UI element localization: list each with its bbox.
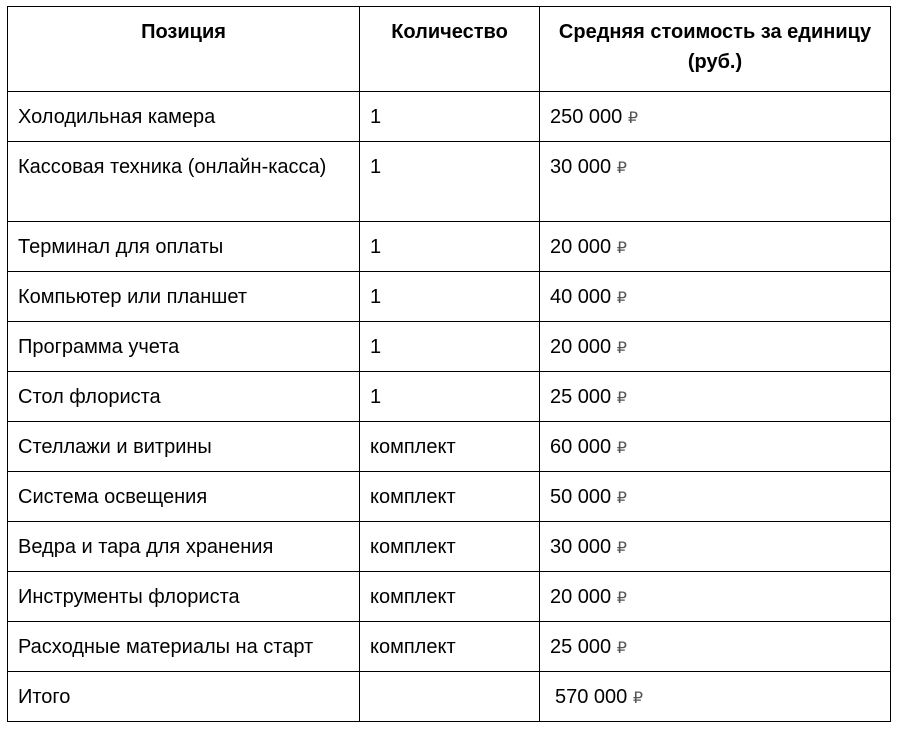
ruble-sign: ₽ [616, 238, 627, 257]
item-name: Компьютер или планшет [8, 272, 360, 322]
equipment-cost-table [7, 6, 891, 722]
item-price: 30 000 ₽ [540, 522, 891, 572]
item-quantity: 1 [360, 222, 540, 272]
total-label: Итого [8, 672, 360, 722]
ruble-sign: ₽ [616, 158, 627, 177]
table-row [8, 322, 891, 372]
item-price: 30 000 ₽ [540, 142, 891, 222]
item-quantity: 1 [360, 372, 540, 422]
item-price: 20 000 ₽ [540, 222, 891, 272]
header-position: Позиция [8, 7, 360, 92]
table-row [8, 422, 891, 472]
ruble-sign: ₽ [627, 108, 639, 127]
table-row [8, 92, 891, 142]
item-name: Стеллажи и витрины [8, 422, 360, 472]
item-quantity: 1 [360, 142, 540, 222]
table-row [8, 472, 891, 522]
ruble-sign: ₽ [632, 688, 644, 707]
item-name: Кассовая техника (онлайн-касса) [8, 142, 360, 222]
ruble-sign: ₽ [616, 388, 627, 407]
ruble-sign: ₽ [616, 438, 627, 457]
item-quantity: комплект [360, 522, 540, 572]
item-quantity: комплект [360, 422, 540, 472]
table-row [8, 572, 891, 622]
item-quantity: комплект [360, 622, 540, 672]
item-price: 50 000 ₽ [540, 472, 891, 522]
ruble-sign: ₽ [616, 338, 627, 357]
item-price: 20 000 ₽ [540, 572, 891, 622]
table-row [8, 272, 891, 322]
ruble-sign: ₽ [616, 538, 627, 557]
table-row [8, 622, 891, 672]
ruble-sign: ₽ [616, 288, 627, 307]
table-row [8, 222, 891, 272]
item-name: Стол флориста [8, 372, 360, 422]
item-name: Расходные материалы на старт [8, 622, 360, 672]
header-quantity: Количество [360, 7, 540, 92]
item-price: 40 000 ₽ [540, 272, 891, 322]
header-row [8, 7, 891, 92]
item-quantity: комплект [360, 572, 540, 622]
table-row [8, 522, 891, 572]
item-price: 25 000 ₽ [540, 622, 891, 672]
item-name: Программа учета [8, 322, 360, 372]
ruble-sign: ₽ [616, 638, 627, 657]
item-quantity: 1 [360, 322, 540, 372]
total-quantity [360, 672, 540, 722]
item-name: Холодильная камера [8, 92, 360, 142]
item-price: 60 000 ₽ [540, 422, 891, 472]
total-price: 570 000 ₽ [540, 672, 891, 722]
total-row [8, 672, 891, 722]
item-price: 250 000 ₽ [540, 92, 891, 142]
item-name: Система освещения [8, 472, 360, 522]
item-price: 20 000 ₽ [540, 322, 891, 372]
item-quantity: 1 [360, 272, 540, 322]
item-name: Инструменты флориста [8, 572, 360, 622]
item-quantity: комплект [360, 472, 540, 522]
table-row [8, 142, 891, 222]
ruble-sign: ₽ [616, 488, 627, 507]
item-name: Терминал для оплаты [8, 222, 360, 272]
header-cost: Средняя стоимость за единицу (руб.) [540, 7, 891, 92]
item-quantity: 1 [360, 92, 540, 142]
table-row [8, 372, 891, 422]
item-price: 25 000 ₽ [540, 372, 891, 422]
ruble-sign: ₽ [616, 588, 627, 607]
item-name: Ведра и тара для хранения [8, 522, 360, 572]
